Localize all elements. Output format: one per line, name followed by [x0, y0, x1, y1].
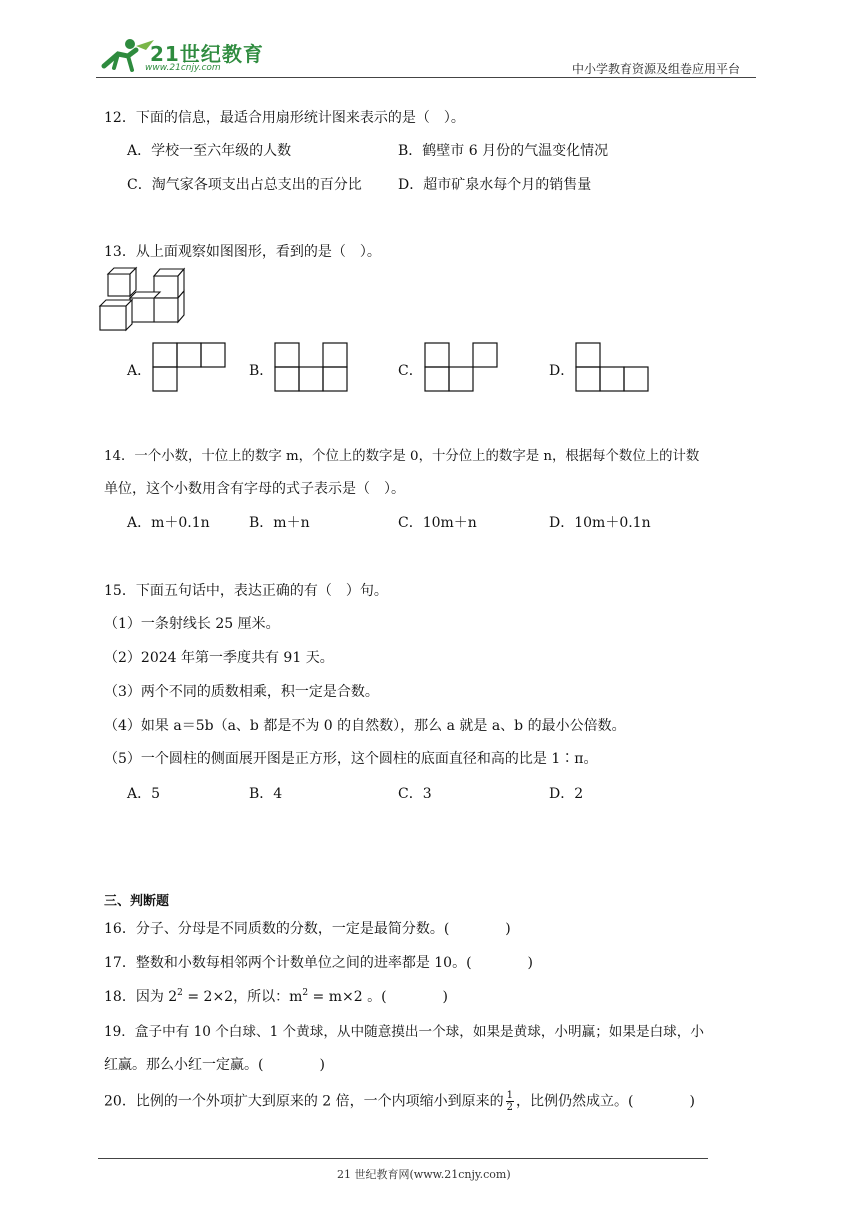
footer-divider: [98, 1158, 708, 1159]
q14-stem-line1: 14．一个小数，十位上的数字 m，个位上的数字是 0，十分位上的数字是 n，根据每个数位上的计数: [104, 449, 700, 464]
q20: [104, 1090, 695, 1113]
q20-prefix: 20．比例的一个外项扩大到原来的 2 倍，一个内项缩小到原来的: [104, 1093, 504, 1110]
q13-option-a-figure: [152, 342, 228, 393]
q19-line1: 19．盒子中有 10 个白球、1 个黄球，从中随意摸出一个球，如果是黄球，小明赢；如果是白球，小: [104, 1024, 704, 1040]
q15-stem: 15．下面五句话中，表达正确的有（ ）句。: [104, 583, 388, 599]
q13-option-b-label: B．: [249, 363, 274, 379]
q18-mid: = 2×2，所以：m: [182, 989, 303, 1005]
q17: 17．整数和小数每相邻两个计数单位之间的进率都是 10。( ): [104, 955, 534, 971]
q15-statement-3: （3）两个不同的质数相乘，积一定是合数。: [104, 684, 379, 700]
header-divider: [96, 77, 756, 78]
q18-exponent: 2: [177, 988, 183, 998]
q13-option-a-label: A．: [127, 363, 152, 379]
q13-option-d-figure: [575, 342, 651, 393]
q12-option-a: A．学校一至六年级的人数: [127, 143, 292, 159]
q14-stem-line2: 单位，这个小数用含有字母的式子表示是（ ）。: [104, 481, 405, 497]
q15-statement-2: （2）2024 年第一季度共有 91 天。: [104, 650, 334, 666]
q12-option-b: B．鹤壁市 6 月份的气温变化情况: [398, 143, 609, 159]
q20-fraction: [506, 1090, 514, 1113]
q13-option-b-figure: [274, 342, 350, 393]
q18-suffix: = m×2 。( ): [308, 989, 449, 1005]
section-title: 三、判断题: [104, 894, 170, 909]
q15-statement-5: （5）一个圆柱的侧面展开图是正方形，这个圆柱的底面直径和高的比是 1∶π。: [104, 751, 598, 767]
q12-option-c: C．淘气家各项支出占总支出的百分比: [127, 177, 362, 193]
q15-statement-4: （4）如果 a＝5b（a、b 都是不为 0 的自然数），那么 a 就是 a、b 的最小公倍数。: [104, 718, 626, 734]
q13-stem: 13．从上面观察如图图形，看到的是（ ）。: [104, 244, 381, 260]
q13-option-d-label: D．: [549, 363, 575, 379]
q15-option-c: C．3: [398, 786, 432, 802]
q14-option-a: A．m＋0.1n: [127, 515, 210, 531]
cube-figure: [96, 266, 192, 336]
q19-line2: 红赢。那么小红一定赢。( ): [104, 1057, 325, 1073]
q14-option-b: B．m＋n: [249, 515, 310, 531]
q14-option-c: C．10m＋n: [398, 515, 477, 531]
q18-prefix: 18．因为 2: [104, 989, 178, 1005]
q15-statement-1: （1）一条射线长 25 厘米。: [104, 616, 280, 632]
q20-fraction-denominator: 2: [506, 1102, 513, 1113]
q13-option-c-label: C．: [398, 363, 423, 379]
q15-option-d: D．2: [549, 786, 584, 802]
logo-url: www.21cnjy.com: [145, 63, 221, 73]
header-right-text: 中小学教育资源及组卷应用平台: [572, 62, 741, 76]
logo-title: 21世纪教育: [150, 42, 264, 66]
q20-suffix: ，比例仍然成立。( ): [516, 1093, 695, 1110]
q14-option-d: D．10m＋0.1n: [549, 515, 651, 531]
q16: 16．分子、分母是不同质数的分数，一定是最简分数。( ): [104, 921, 511, 937]
q15-option-a: A．5: [127, 786, 161, 802]
q12-stem: 12．下面的信息，最适合用扇形统计图来表示的是（ ）。: [104, 110, 465, 126]
footer-text: 21 世纪教育网(www.21cnjy.com): [337, 1168, 511, 1181]
q18-exponent-2: 2: [302, 988, 309, 998]
q12-option-d: D．超市矿泉水每个月的销售量: [398, 177, 592, 193]
q13-option-c-figure: [424, 342, 500, 393]
q20-fraction-numerator: 1: [506, 1090, 513, 1101]
q15-option-b: B．4: [249, 786, 283, 802]
q18: [104, 986, 448, 1006]
